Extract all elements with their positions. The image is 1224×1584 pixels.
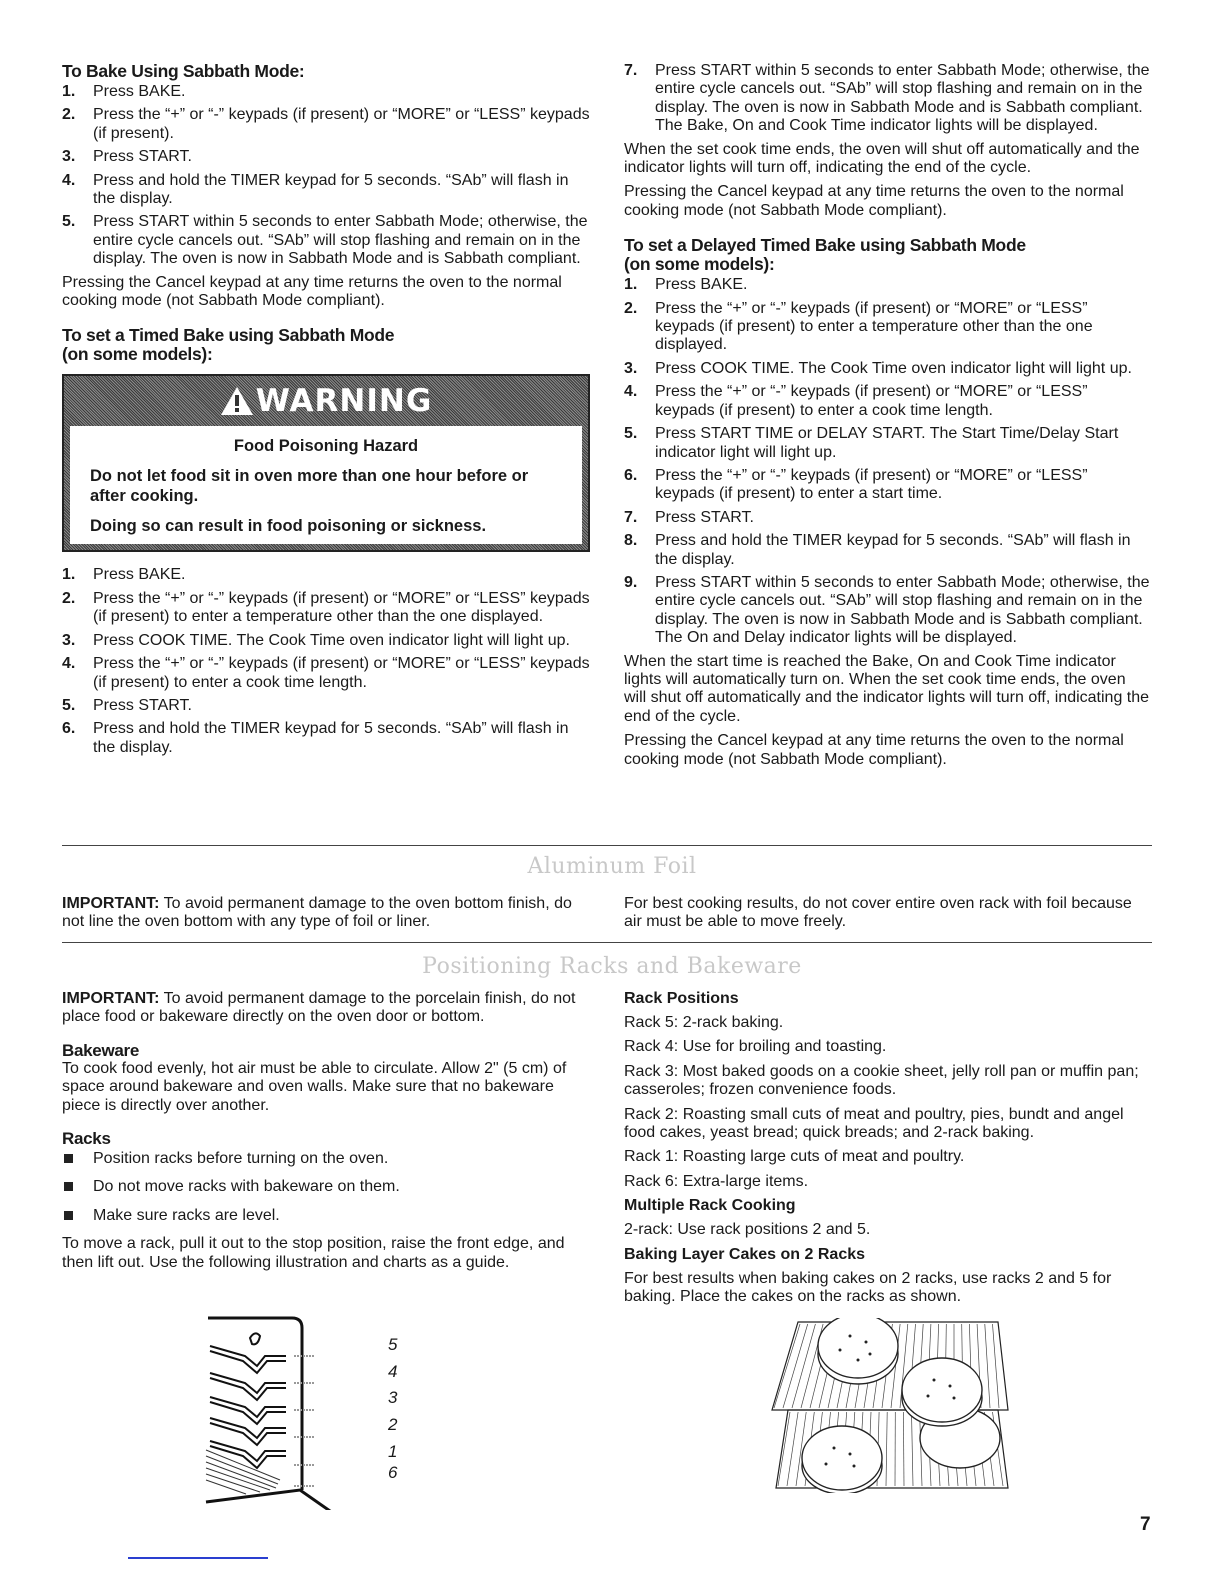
list-item: [62, 1178, 590, 1196]
list-item: [624, 383, 1150, 420]
step-number: 3.: [62, 148, 76, 166]
multiple-rack-heading: Multiple Rack Cooking: [624, 1197, 796, 1215]
bullet-icon: [64, 1154, 73, 1163]
step-number: 4.: [62, 655, 76, 673]
list-item: [62, 697, 590, 715]
foil-important-text: To avoid permanent damage to the oven bottom finish, do not line the oven bottom with any type of foil or liner.: [62, 895, 572, 931]
racks-right: [624, 990, 1150, 1312]
step-number: 6.: [624, 466, 638, 484]
step-text: Press START.: [655, 508, 754, 526]
bullet-text: Position racks before turning on the oven.: [93, 1150, 389, 1168]
step-text: Press COOK TIME. The Cook Time oven indicator light will light up.: [93, 631, 570, 649]
step-text: Press the “+” or “-” keypads (if present) or “MORE” or “LESS” keypads (if present) to enter a start time.: [655, 466, 1088, 503]
step-number: 7.: [624, 508, 638, 526]
step-text: Press the “+” or “-” keypads (if present) or “MORE” or “LESS” keypads (if present) to enter a cook time length.: [655, 383, 1088, 419]
layer-cakes-text: For best results when baking cakes on 2 racks, use racks 2 and 5 for baking. Place the cakes on the racks as shown.: [624, 1269, 1112, 1306]
bakeware-heading: Bakeware: [62, 1040, 139, 1060]
rack-wire: [787, 1412, 798, 1486]
rack-wire: [903, 1412, 904, 1486]
list-item: [62, 590, 590, 627]
list-item: [62, 1150, 590, 1168]
step-number: 1.: [624, 276, 638, 294]
rack-labels: [388, 1332, 397, 1486]
warning-line-1: Do not let food sit in oven more than one hour before or after cooking.: [90, 467, 529, 506]
timed-bake-note-2: Pressing the Cancel keypad at any time returns the oven to the normal cooking mode (not Sabbath Mode compliant).: [624, 183, 1124, 219]
list-item: [62, 1207, 590, 1225]
step-text: Press START within 5 seconds to enter Sabbath Mode; otherwise, the entire cycle cancels out. “SAb” will stop flashing and remain on in the display. The oven is now in Sabbath Mode and is Sabbath compliant.: [93, 213, 588, 268]
rack-positions-heading: Rack Positions: [624, 990, 739, 1007]
bullet-text: Do not move racks with bakeware on them.: [93, 1178, 400, 1196]
rack-wire: [993, 1324, 1000, 1408]
list-item: [624, 574, 1150, 648]
rack-position-item: Rack 5: 2-rack baking.: [624, 1014, 784, 1031]
step-text: Press COOK TIME. The Cook Time oven indicator light will light up.: [655, 359, 1132, 377]
step-text: Press BAKE.: [93, 566, 186, 584]
step-number: 3.: [624, 359, 638, 377]
move-rack-text: To move a rack, pull it out to the stop position, raise the front edge, and then lift out. Use the following illustration and charts as a guide.: [62, 1235, 565, 1271]
rack-positions-diagram: [200, 1300, 440, 1510]
step-text: Press the “+” or “-” keypads (if present) or “MORE” or “LESS” keypads (if present) to enter a temperature other than the one displayed.: [93, 589, 590, 626]
multiple-rack-text: 2-rack: Use rack positions 2 and 5.: [624, 1221, 871, 1239]
timed-bake-steps-cont: [624, 62, 1150, 136]
step-text: Press the “+” or “-” keypads (if present) or “MORE” or “LESS” keypads (if present) to enter a cook time length.: [93, 655, 590, 691]
right-column: [624, 62, 1150, 775]
cakes-on-racks-illustration: [770, 1318, 1010, 1493]
rack-wire: [912, 1412, 914, 1486]
step-number: 9.: [624, 573, 638, 591]
step-number: 4.: [624, 383, 638, 401]
list-item: [62, 83, 590, 101]
foil-right-text: For best cooking results, do not cover entire oven rack with foil because air must be able to move freely.: [624, 895, 1132, 931]
step-text: Press BAKE.: [93, 83, 186, 100]
delayed-bake-heading-sub: (on some models):: [624, 254, 775, 275]
delayed-bake-heading: To set a Delayed Timed Bake using Sabbath Mode: [624, 235, 1026, 256]
step-number: 8.: [624, 532, 638, 550]
list-item: [624, 467, 1150, 504]
rack-wire: [886, 1412, 887, 1486]
bullet-text: Make sure racks are level.: [93, 1206, 280, 1224]
step-text: Press the “+” or “-” keypads (if present) or “MORE” or “LESS” keypads (if present) to enter a temperature other than the one displayed.: [655, 299, 1093, 354]
racks-important-text: To avoid permanent damage to the porcelain finish, do not place food or bakeware directly on the oven door or bottom.: [62, 990, 576, 1026]
bullet-icon: [64, 1182, 73, 1191]
step-number: 1.: [62, 83, 76, 100]
step-text: Press START.: [93, 148, 192, 166]
warning-box: [62, 374, 590, 552]
page-number: 7: [1140, 1514, 1151, 1535]
rack-wire: [985, 1324, 990, 1408]
warning-hazard: Food Poisoning Hazard: [233, 437, 419, 456]
list-item: [62, 106, 590, 143]
step-number: 5.: [624, 425, 638, 443]
timed-bake-heading-sub: (on some models):: [62, 344, 213, 365]
rack-position-item: Rack 2: Roasting small cuts of meat and poultry, pies, bundt and angel food cakes, yeast bread; quick breads; and 2-rack baking.: [624, 1105, 1124, 1142]
warning-line-2: Doing so can result in food poisoning or sickness.: [90, 517, 487, 536]
section-divider: [62, 845, 1152, 846]
footer-link-line: [128, 1557, 268, 1559]
list-item: [624, 509, 1150, 527]
step-text: Press and hold the TIMER keypad for 5 seconds. “SAb” will flash in the display.: [655, 532, 1131, 568]
section-divider: [62, 942, 1152, 943]
step-number: 2.: [62, 106, 76, 124]
racks-heading: Racks: [62, 1129, 111, 1149]
sabbath-bake-steps: [62, 83, 590, 269]
racks-left: [62, 990, 590, 1278]
list-item: [624, 276, 1150, 294]
step-number: 4.: [62, 171, 76, 189]
step-text: Press and hold the TIMER keypad for 5 seconds. “SAb” will flash in the display.: [93, 720, 569, 756]
step-number: 2.: [624, 299, 638, 317]
sabbath-bake-note: Pressing the Cancel keypad at any time returns the oven to the normal cooking mode (not Sabbath Mode compliant).: [62, 273, 562, 310]
step-number: 3.: [62, 631, 76, 649]
racks-bullets: [62, 1150, 590, 1225]
rack-position-item: Rack 4: Use for broiling and toasting.: [624, 1038, 887, 1056]
step-text: Press the “+” or “-” keypads (if present) or “MORE” or “LESS” keypads (if present).: [93, 106, 590, 142]
list-item: [62, 632, 590, 650]
delayed-bake-note-1: When the start time is reached the Bake, On and Cook Time indicator lights will automatically turn on. When the set cook time ends, the oven will shut off automatically and the indicator lights will turn off, indicating the end of the cycle.: [624, 652, 1150, 725]
list-item: [624, 425, 1150, 462]
warning-body: [70, 426, 582, 544]
aluminum-foil-heading: Aluminum Foil: [527, 854, 697, 879]
foil-important-label: IMPORTANT:: [62, 895, 160, 912]
step-text: Press START.: [93, 696, 192, 714]
list-item: [62, 720, 590, 757]
list-item: [624, 532, 1150, 569]
step-text: Press BAKE.: [655, 276, 748, 294]
step-number: 7.: [624, 62, 638, 79]
rack-label-1: 1: [388, 1442, 398, 1461]
bullet-icon: [64, 1211, 73, 1220]
list-item: [62, 172, 590, 209]
rack-label-2: 2: [388, 1414, 398, 1434]
warning-header: [70, 376, 582, 426]
step-text: Press START within 5 seconds to enter Sabbath Mode; otherwise, the entire cycle cancels out. “SAb” will stop flashing and remain on in the display. The oven is now in Sabbath Mode and is Sabbath compliant. The On and Delay indicator lights will be displayed.: [655, 573, 1150, 647]
timed-bake-heading: To set a Timed Bake using Sabbath Mode: [62, 325, 395, 346]
delayed-bake-steps: [624, 276, 1150, 647]
rack-label-3: 3: [388, 1388, 398, 1407]
foil-left: [62, 895, 590, 938]
step-number: 5.: [62, 696, 76, 714]
rack-position-item: Rack 6: Extra-large items.: [624, 1172, 809, 1190]
rack-label-4: 4: [388, 1361, 398, 1381]
step-text: Press START TIME or DELAY START. The Start Time/Delay Start indicator light will light up.: [655, 425, 1119, 461]
step-number: 2.: [62, 589, 76, 607]
step-number: 6.: [62, 720, 76, 738]
foil-right: [624, 895, 1150, 938]
layer-cakes-heading: Baking Layer Cakes on 2 Racks: [624, 1245, 866, 1263]
list-item: [62, 213, 590, 268]
step-number: 1.: [62, 566, 76, 584]
list-item: [62, 655, 590, 692]
sabbath-bake-heading: To Bake Using Sabbath Mode:: [62, 61, 305, 81]
list-item: [624, 62, 1150, 136]
list-item: [624, 300, 1150, 355]
delayed-bake-note-2: Pressing the Cancel keypad at any time returns the oven to the normal cooking mode (not Sabbath Mode compliant).: [624, 732, 1124, 768]
list-item: [624, 360, 1150, 378]
rack-position-item: Rack 3: Most baked goods on a cookie sheet, jelly roll pan or muffin pan; casseroles; frozen convenience foods.: [624, 1062, 1139, 1099]
rack-wire: [920, 1412, 922, 1486]
timed-bake-note-1: When the set cook time ends, the oven will shut off automatically and the indicator lights will turn off, indicating the end of the cycle.: [624, 140, 1140, 177]
positioning-racks-heading: Positioning Racks and Bakeware: [422, 954, 802, 979]
racks-important-label: IMPORTANT:: [62, 990, 160, 1007]
rack-label-5: 5: [388, 1335, 398, 1354]
step-text: Press START within 5 seconds to enter Sabbath Mode; otherwise, the entire cycle cancels out. “SAb” will stop flashing and remain on in the display. The oven is now in Sabbath Mode and is Sabbath compliant. The Bake, On and Cook Time indicator lights will be displayed.: [655, 62, 1150, 135]
rack-label-6: 6: [388, 1462, 398, 1482]
rack-position-item: Rack 1: Roasting large cuts of meat and poultry.: [624, 1148, 965, 1166]
warning-triangle-icon: [220, 386, 254, 416]
list-item: [62, 566, 590, 584]
step-text: Press and hold the TIMER keypad for 5 seconds. “SAb” will flash in the display.: [93, 171, 569, 208]
left-column: [62, 62, 590, 762]
rack-wire: [778, 1412, 790, 1486]
timed-bake-steps: [62, 566, 590, 757]
warning-title: WARNING: [255, 383, 433, 420]
list-item: [62, 148, 590, 166]
step-number: 5.: [62, 213, 76, 231]
bakeware-text: To cook food evenly, hot air must be able to circulate. Allow 2" (5 cm) of space around bakeware and oven walls. Make sure that no bakeware piece is directly over another.: [62, 1059, 567, 1114]
